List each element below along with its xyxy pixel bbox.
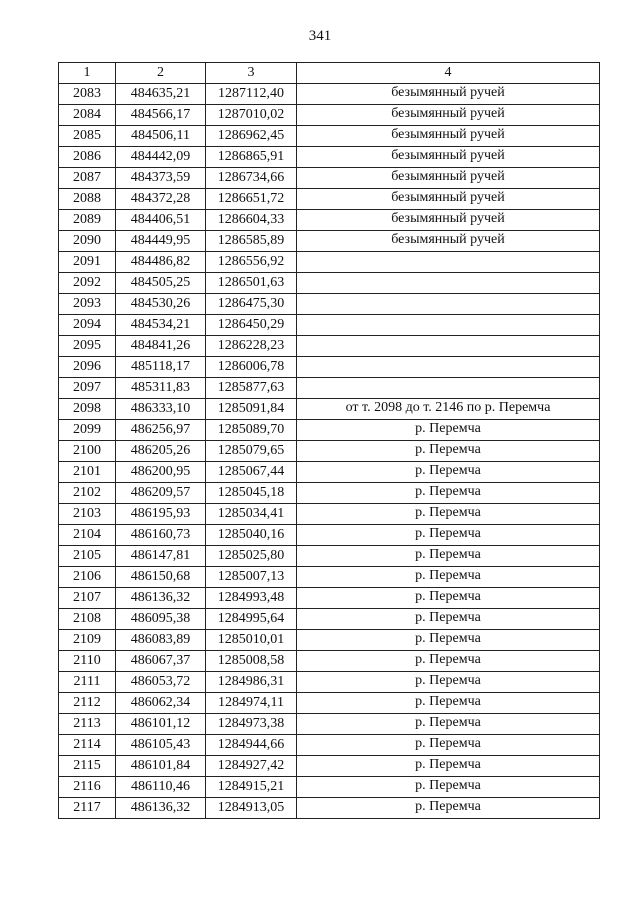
point-number-cell: 2117 — [59, 798, 116, 819]
y-coordinate-cell: 1284915,21 — [206, 777, 297, 798]
y-coordinate-cell: 1286501,63 — [206, 273, 297, 294]
x-coordinate-cell: 486209,57 — [116, 483, 206, 504]
description-cell: безымянный ручей — [297, 231, 600, 252]
description-cell: безымянный ручей — [297, 168, 600, 189]
description-cell — [297, 315, 600, 336]
point-number-cell: 2092 — [59, 273, 116, 294]
x-coordinate-cell: 486147,81 — [116, 546, 206, 567]
description-cell: р. Перемча — [297, 420, 600, 441]
x-coordinate-cell: 484530,26 — [116, 294, 206, 315]
y-coordinate-cell: 1285091,84 — [206, 399, 297, 420]
y-coordinate-cell: 1284995,64 — [206, 609, 297, 630]
y-coordinate-cell: 1286450,29 — [206, 315, 297, 336]
y-coordinate-cell: 1284993,48 — [206, 588, 297, 609]
point-number-cell: 2105 — [59, 546, 116, 567]
x-coordinate-cell: 484505,25 — [116, 273, 206, 294]
table-row — [59, 378, 600, 399]
table-row — [59, 504, 600, 525]
y-coordinate-cell: 1284986,31 — [206, 672, 297, 693]
point-number-cell: 2106 — [59, 567, 116, 588]
point-number-cell: 2094 — [59, 315, 116, 336]
x-coordinate-cell: 486067,37 — [116, 651, 206, 672]
x-coordinate-cell: 484635,21 — [116, 84, 206, 105]
header-col-1: 1 — [59, 63, 116, 84]
y-coordinate-cell: 1285067,44 — [206, 462, 297, 483]
point-number-cell: 2114 — [59, 735, 116, 756]
x-coordinate-cell: 486095,38 — [116, 609, 206, 630]
table-row — [59, 672, 600, 693]
y-coordinate-cell: 1286556,92 — [206, 252, 297, 273]
y-coordinate-cell: 1287112,40 — [206, 84, 297, 105]
y-coordinate-cell: 1285007,13 — [206, 567, 297, 588]
point-number-cell: 2087 — [59, 168, 116, 189]
x-coordinate-cell: 486105,43 — [116, 735, 206, 756]
y-coordinate-cell: 1284973,38 — [206, 714, 297, 735]
description-cell: р. Перемча — [297, 441, 600, 462]
table-row — [59, 294, 600, 315]
table-row — [59, 210, 600, 231]
y-coordinate-cell: 1287010,02 — [206, 105, 297, 126]
table-row — [59, 714, 600, 735]
x-coordinate-cell: 486136,32 — [116, 588, 206, 609]
page-number: 341 — [308, 28, 332, 44]
description-cell: р. Перемча — [297, 798, 600, 819]
description-cell: р. Перемча — [297, 672, 600, 693]
y-coordinate-cell: 1286585,89 — [206, 231, 297, 252]
y-coordinate-cell: 1285079,65 — [206, 441, 297, 462]
point-number-cell: 2101 — [59, 462, 116, 483]
y-coordinate-cell: 1286604,33 — [206, 210, 297, 231]
table-row — [59, 357, 600, 378]
x-coordinate-cell: 486160,73 — [116, 525, 206, 546]
table-row — [59, 609, 600, 630]
x-coordinate-cell: 484449,95 — [116, 231, 206, 252]
point-number-cell: 2089 — [59, 210, 116, 231]
table-row — [59, 567, 600, 588]
point-number-cell: 2097 — [59, 378, 116, 399]
description-cell: р. Перемча — [297, 735, 600, 756]
table-row — [59, 756, 600, 777]
description-cell — [297, 294, 600, 315]
table-row — [59, 189, 600, 210]
description-cell: безымянный ручей — [297, 105, 600, 126]
point-number-cell: 2102 — [59, 483, 116, 504]
y-coordinate-cell: 1286228,23 — [206, 336, 297, 357]
header-col-4: 4 — [297, 63, 600, 84]
table-row — [59, 630, 600, 651]
y-coordinate-cell: 1286475,30 — [206, 294, 297, 315]
description-cell: безымянный ручей — [297, 126, 600, 147]
table-row — [59, 651, 600, 672]
table-row — [59, 168, 600, 189]
point-number-cell: 2093 — [59, 294, 116, 315]
description-cell: р. Перемча — [297, 483, 600, 504]
description-cell: р. Перемча — [297, 630, 600, 651]
description-cell: р. Перемча — [297, 609, 600, 630]
y-coordinate-cell: 1285025,80 — [206, 546, 297, 567]
point-number-cell: 2103 — [59, 504, 116, 525]
point-number-cell: 2111 — [59, 672, 116, 693]
description-cell — [297, 273, 600, 294]
x-coordinate-cell: 485311,83 — [116, 378, 206, 399]
table-row — [59, 588, 600, 609]
x-coordinate-cell: 484566,17 — [116, 105, 206, 126]
description-cell: р. Перемча — [297, 651, 600, 672]
point-number-cell: 2115 — [59, 756, 116, 777]
description-cell: от т. 2098 до т. 2146 по р. Перемча — [297, 399, 600, 420]
point-number-cell: 2088 — [59, 189, 116, 210]
table-row — [59, 483, 600, 504]
x-coordinate-cell: 486195,93 — [116, 504, 206, 525]
x-coordinate-cell: 486205,26 — [116, 441, 206, 462]
x-coordinate-cell: 486200,95 — [116, 462, 206, 483]
x-coordinate-cell: 486083,89 — [116, 630, 206, 651]
y-coordinate-cell: 1285877,63 — [206, 378, 297, 399]
x-coordinate-cell: 484534,21 — [116, 315, 206, 336]
x-coordinate-cell: 486256,97 — [116, 420, 206, 441]
table-row — [59, 693, 600, 714]
point-number-cell: 2098 — [59, 399, 116, 420]
y-coordinate-cell: 1285089,70 — [206, 420, 297, 441]
table-row — [59, 126, 600, 147]
y-coordinate-cell: 1285040,16 — [206, 525, 297, 546]
description-cell — [297, 357, 600, 378]
description-cell: р. Перемча — [297, 567, 600, 588]
x-coordinate-cell: 484486,82 — [116, 252, 206, 273]
table-row — [59, 462, 600, 483]
point-number-cell: 2110 — [59, 651, 116, 672]
point-number-cell: 2100 — [59, 441, 116, 462]
point-number-cell: 2108 — [59, 609, 116, 630]
point-number-cell: 2107 — [59, 588, 116, 609]
y-coordinate-cell: 1284944,66 — [206, 735, 297, 756]
header-col-3: 3 — [206, 63, 297, 84]
point-number-cell: 2084 — [59, 105, 116, 126]
table-header-row — [59, 63, 600, 84]
x-coordinate-cell: 486053,72 — [116, 672, 206, 693]
description-cell: р. Перемча — [297, 525, 600, 546]
x-coordinate-cell: 486101,84 — [116, 756, 206, 777]
table-row — [59, 420, 600, 441]
description-cell: р. Перемча — [297, 693, 600, 714]
point-number-cell: 2095 — [59, 336, 116, 357]
x-coordinate-cell: 486136,32 — [116, 798, 206, 819]
x-coordinate-cell: 486062,34 — [116, 693, 206, 714]
point-number-cell: 2116 — [59, 777, 116, 798]
y-coordinate-cell: 1284927,42 — [206, 756, 297, 777]
description-cell — [297, 378, 600, 399]
description-cell: р. Перемча — [297, 756, 600, 777]
x-coordinate-cell: 484372,28 — [116, 189, 206, 210]
description-cell: р. Перемча — [297, 462, 600, 483]
table-row — [59, 147, 600, 168]
y-coordinate-cell: 1285034,41 — [206, 504, 297, 525]
description-cell: р. Перемча — [297, 777, 600, 798]
y-coordinate-cell: 1286006,78 — [206, 357, 297, 378]
y-coordinate-cell: 1286962,45 — [206, 126, 297, 147]
table-row — [59, 315, 600, 336]
table-row — [59, 105, 600, 126]
description-cell: безымянный ручей — [297, 147, 600, 168]
point-number-cell: 2096 — [59, 357, 116, 378]
point-number-cell: 2113 — [59, 714, 116, 735]
table-row — [59, 252, 600, 273]
table-row — [59, 273, 600, 294]
table-row — [59, 336, 600, 357]
point-number-cell: 2109 — [59, 630, 116, 651]
y-coordinate-cell: 1285045,18 — [206, 483, 297, 504]
table-row — [59, 525, 600, 546]
point-number-cell: 2083 — [59, 84, 116, 105]
table-row — [59, 546, 600, 567]
y-coordinate-cell: 1286865,91 — [206, 147, 297, 168]
x-coordinate-cell: 484406,51 — [116, 210, 206, 231]
x-coordinate-cell: 484841,26 — [116, 336, 206, 357]
x-coordinate-cell: 486333,10 — [116, 399, 206, 420]
y-coordinate-cell: 1284974,11 — [206, 693, 297, 714]
x-coordinate-cell: 484442,09 — [116, 147, 206, 168]
table-row — [59, 735, 600, 756]
point-number-cell: 2086 — [59, 147, 116, 168]
description-cell: безымянный ручей — [297, 189, 600, 210]
point-number-cell: 2091 — [59, 252, 116, 273]
description-cell: безымянный ручей — [297, 84, 600, 105]
description-cell: р. Перемча — [297, 588, 600, 609]
x-coordinate-cell: 486101,12 — [116, 714, 206, 735]
x-coordinate-cell: 484373,59 — [116, 168, 206, 189]
point-number-cell: 2112 — [59, 693, 116, 714]
x-coordinate-cell: 486150,68 — [116, 567, 206, 588]
x-coordinate-cell: 486110,46 — [116, 777, 206, 798]
table-row — [59, 777, 600, 798]
point-number-cell: 2104 — [59, 525, 116, 546]
y-coordinate-cell: 1284913,05 — [206, 798, 297, 819]
description-cell: р. Перемча — [297, 504, 600, 525]
table-row — [59, 798, 600, 819]
description-cell — [297, 252, 600, 273]
header-col-2: 2 — [116, 63, 206, 84]
description-cell — [297, 336, 600, 357]
description-cell: р. Перемча — [297, 714, 600, 735]
y-coordinate-cell: 1286651,72 — [206, 189, 297, 210]
x-coordinate-cell: 485118,17 — [116, 357, 206, 378]
table-row — [59, 231, 600, 252]
y-coordinate-cell: 1285008,58 — [206, 651, 297, 672]
table-row — [59, 441, 600, 462]
point-number-cell: 2085 — [59, 126, 116, 147]
y-coordinate-cell: 1285010,01 — [206, 630, 297, 651]
coordinates-table — [58, 62, 600, 819]
table-row — [59, 399, 600, 420]
point-number-cell: 2090 — [59, 231, 116, 252]
y-coordinate-cell: 1286734,66 — [206, 168, 297, 189]
table-row — [59, 84, 600, 105]
description-cell: безымянный ручей — [297, 210, 600, 231]
point-number-cell: 2099 — [59, 420, 116, 441]
x-coordinate-cell: 484506,11 — [116, 126, 206, 147]
description-cell: р. Перемча — [297, 546, 600, 567]
